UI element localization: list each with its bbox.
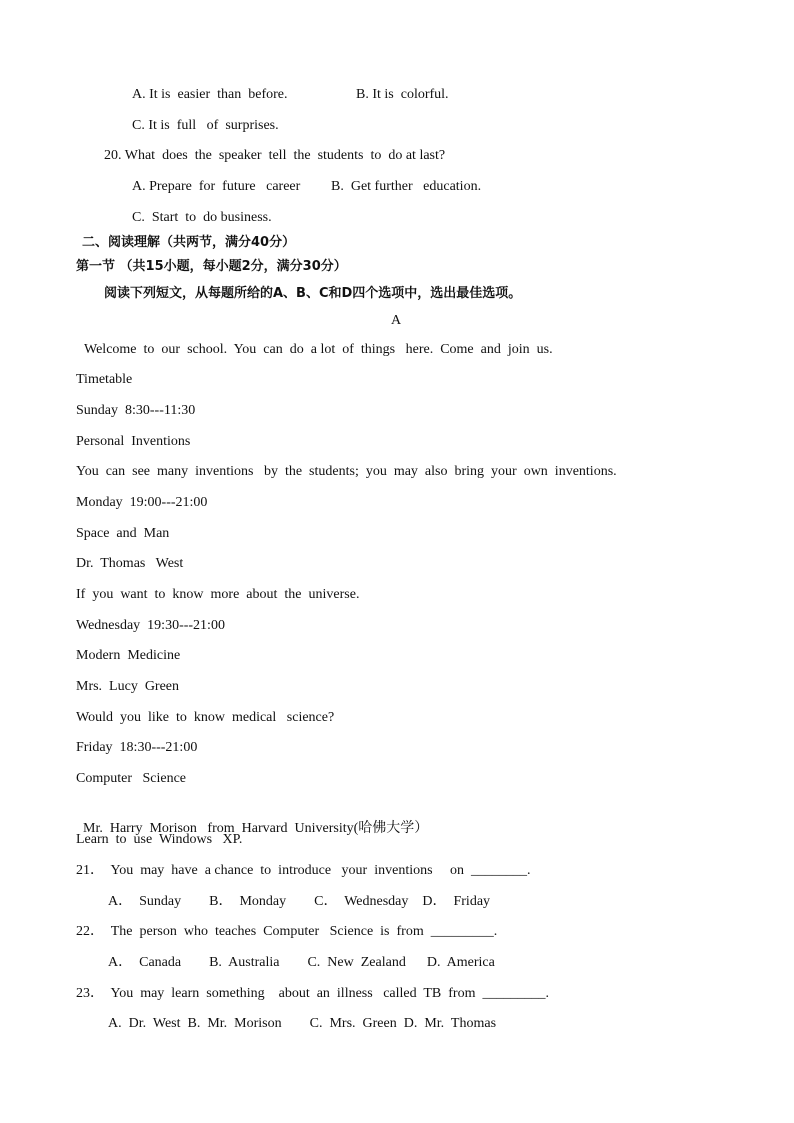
event-time: Wednesday 19:30---21:00 <box>76 618 225 633</box>
q19-option-b: B. It is colorful. <box>356 87 449 102</box>
event-description: If you want to know more about the universe. <box>76 587 360 602</box>
event-title: Computer Science <box>76 771 187 786</box>
event-speaker: Dr. Thomas West <box>76 556 184 571</box>
passage-label: A <box>391 313 402 328</box>
question-options: A． Sunday B． Monday C． Wednesday D． Friday <box>108 894 491 909</box>
q20-option-c: C. Start to do business. <box>132 210 272 225</box>
passage-intro: Welcome to our school. You can do a lot of things here. Come and join us. <box>84 342 553 357</box>
event-title: Space and Man <box>76 526 170 541</box>
event-time: Friday 18:30---21:00 <box>76 740 198 755</box>
q20-option-a: A. Prepare for future career <box>132 179 301 194</box>
event-time: Monday 19:00---21:00 <box>76 495 208 510</box>
question-stem: 22． The person who teaches Computer Science is from _________. <box>76 924 498 939</box>
event-description: Learn to use Windows XP. <box>76 832 243 847</box>
q20-stem: 20. What does the speaker tell the students to do at last? <box>104 148 446 163</box>
event-description: You can see many inventions by the students; you may also bring your own inventions. <box>76 464 617 479</box>
q19-option-c: C. It is full of surprises. <box>132 118 279 133</box>
event-title: Personal Inventions <box>76 434 191 449</box>
question-options: A. Dr. West B. Mr. Morison C. Mrs. Green D. Mr. Thomas <box>108 1016 497 1031</box>
event-speaker: Mrs. Lucy Green <box>76 679 180 694</box>
section-heading: 二、阅读理解（共两节，满分40分） <box>82 235 296 250</box>
event-description: Would you like to know medical science? <box>76 710 335 725</box>
q19-option-a: A. It is easier than before. <box>132 87 288 102</box>
q20-option-b: B. Get further education. <box>331 179 482 194</box>
question-options: A． Canada B. Australia C. New Zealand D. America <box>108 955 495 970</box>
event-title: Modern Medicine <box>76 648 181 663</box>
event-speaker-name: Mr. Harry Morison from Harvard University( <box>83 821 359 836</box>
question-stem: 21． You may have a chance to introduce your inventions on ________. <box>76 863 531 878</box>
instructions: 阅读下列短文，从每题所给的A、B、C和D四个选项中，选出最佳选项。 <box>104 286 522 301</box>
event-speaker-cn: 哈佛大学） <box>358 820 429 836</box>
event-time: Sunday 8:30---11:30 <box>76 403 196 418</box>
subsection-heading: 第一节 （共15小题，每小题2分，满分30分） <box>76 259 347 274</box>
timetable-heading: Timetable <box>76 372 133 387</box>
question-stem: 23． You may learn something about an illness called TB from _________. <box>76 986 549 1001</box>
